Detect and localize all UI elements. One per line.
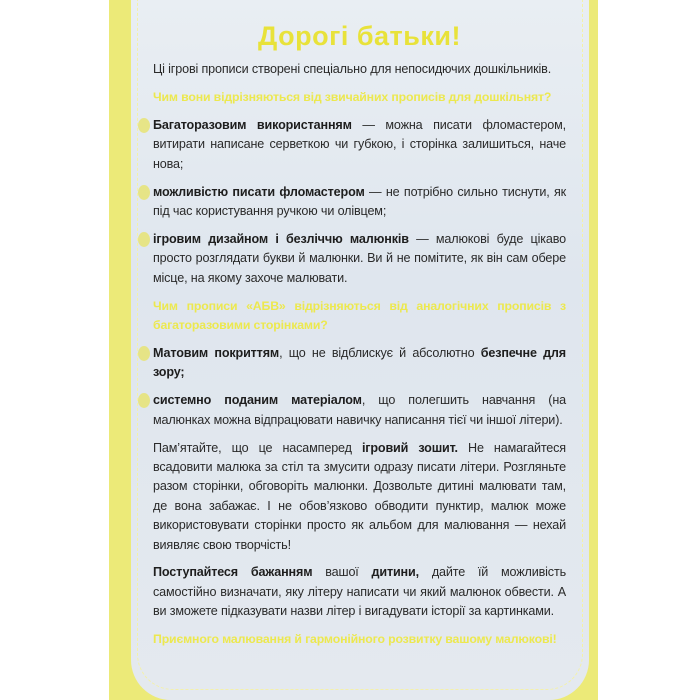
bold-text: безпечне для зору; — [153, 345, 566, 380]
document-content — [153, 18, 566, 658]
bold-text: дитини, — [371, 565, 419, 580]
text-segment: Не намагайтеся всадовити малюка за стіл та змусити одразу писати літери. Розгляньте разом сторінки, обговоріть малюнки. Дозвольте дитині малювати там, де вона забажає. І не обов’язково обводити пунктир, малюк може використовувати сторінки просто як альбом для малювання — нехай виявляє свою творчість! — [153, 440, 566, 552]
text-segment: Пам’ятайте, що це насамперед — [153, 440, 362, 455]
list-item — [153, 116, 566, 174]
text-segment: — не потрібно сильно тиснути, як під час користування ручкою чи олівцем; — [153, 184, 566, 218]
bold-text: ігровим дизайном і безліччю малюнків — [153, 231, 409, 246]
bold-text: Поступайтеся бажанням — [153, 565, 313, 580]
bold-text: Матовим покриттям — [153, 345, 280, 360]
text-segment: Ці ігрові прописи створені спеціально для непосидючих дошкільників. — [153, 62, 552, 76]
list-item — [153, 391, 566, 430]
bold-text: ігровий зошит. — [361, 440, 458, 455]
text-segment: — малюкові буде цікаво просто розглядати букви й малюнки. Ви й не помітите, як він сам обере місце, на якому захоче малювати. — [153, 231, 566, 285]
paragraphs — [153, 60, 566, 650]
text-segment: Приємного малювання й гармонійного розвитку вашому малюкові! — [153, 632, 557, 647]
page-title: Дорогі батьки! — [258, 21, 461, 51]
list-item — [153, 183, 566, 222]
text-segment: дайте їй можливість самостійно визначати, яку літеру написати чи який малюнок обвести. А ви зможете підказувати назви літер і вигадувати історії за картинками. — [153, 565, 566, 619]
bullet-dot-icon — [138, 346, 150, 361]
section-heading — [153, 630, 566, 649]
text-segment: Чим прописи «АБВ» відрізняються від аналогічних прописів з багаторазовими сторінками? — [153, 298, 566, 332]
paragraph — [153, 439, 566, 555]
section-heading — [153, 88, 566, 107]
bold-text: можливістю писати фломастером — [153, 184, 365, 199]
text-segment: , що полегшить навчання (на малюнках можна відпрацювати навичку написання тієї чи іншої літери). — [153, 393, 566, 427]
text-segment: Чим вони відрізняються від звичайних прописів для дошкільнят? — [153, 89, 552, 104]
text-segment: вашої — [312, 565, 372, 580]
bold-text: системно поданим матеріалом — [153, 393, 362, 408]
bullet-dot-icon — [138, 232, 150, 247]
paragraph — [153, 563, 566, 621]
list-item — [153, 230, 566, 288]
list-item — [153, 344, 566, 383]
text-segment: — можна писати фломастером, витирати написане серветкою чи губкою, і сторінка залишиться, наче нова; — [153, 117, 567, 171]
bullet-dot-icon — [138, 118, 150, 133]
text-segment: , що не відблискує й абсолютно — [279, 345, 481, 360]
bullet-dot-icon — [138, 185, 150, 200]
paragraph — [153, 60, 566, 79]
bold-text: Багаторазовим використанням — [153, 117, 352, 132]
section-heading — [153, 297, 566, 336]
